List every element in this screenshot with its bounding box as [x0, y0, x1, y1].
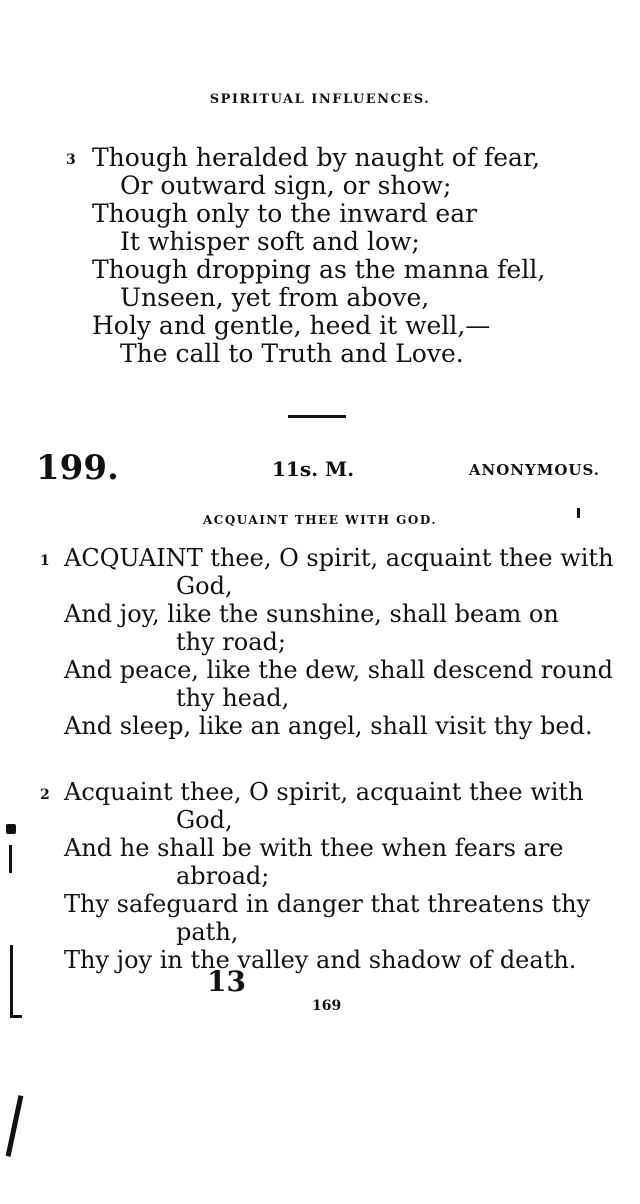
scan-speck [6, 824, 16, 834]
verse-line: ACQUAINT thee, O spirit, acquaint thee with [64, 544, 614, 572]
running-head: SPIRITUAL INFLUENCES. [209, 92, 431, 107]
verse-line: thy head, [176, 684, 290, 712]
verse-line: God, [176, 572, 233, 600]
verse-line: And peace, like the dew, shall descend round [64, 656, 613, 684]
verse-line: Though heralded by naught of fear, [92, 143, 541, 172]
scan-speck [10, 945, 13, 1017]
scan-speck [577, 508, 580, 518]
scan-speck [6, 1095, 24, 1157]
verse-line: abroad; [176, 862, 270, 890]
hymn-header [0, 448, 640, 488]
verse-line: God, [176, 806, 233, 834]
verse-line: Though only to the inward ear [92, 199, 478, 228]
scan-speck [10, 1015, 22, 1018]
verse-number: 2 [40, 787, 50, 803]
signature-mark: 13 [207, 965, 246, 998]
verse-line: Acquaint thee, O spirit, acquaint thee with [64, 778, 584, 806]
verse-line: Holy and gentle, heed it well,— [92, 311, 491, 340]
verse-line: The call to Truth and Love. [120, 339, 464, 368]
verse-number: 3 [66, 152, 76, 168]
verse-line: path, [176, 918, 239, 946]
section-rule [288, 415, 346, 418]
verse-line: Thy safeguard in danger that threatens thy [64, 890, 591, 918]
verse-number: 1 [40, 553, 50, 569]
verse-line: Unseen, yet from above, [120, 283, 430, 312]
verse-line: And joy, like the sunshine, shall beam on [64, 600, 559, 628]
hymn-number: 199. [36, 448, 119, 488]
verse-line: And sleep, like an angel, shall visit thy bed. [64, 712, 593, 740]
verse-line: thy road; [176, 628, 286, 656]
page-number: 169 [312, 998, 342, 1014]
verse-line: Thy joy in the valley and shadow of death. [64, 946, 577, 974]
verse-line: Though dropping as the manna fell, [92, 255, 546, 284]
verse-line: It whisper soft and low; [120, 227, 420, 256]
hymn-author: ANONYMOUS. [468, 461, 600, 479]
hymn-meter: 11s. M. [272, 457, 355, 481]
hymn-title: ACQUAINT THEE WITH GOD. [202, 513, 438, 527]
scan-speck [9, 845, 12, 873]
verse-line: And he shall be with thee when fears are [64, 834, 564, 862]
verse-line: Or outward sign, or show; [120, 171, 452, 200]
